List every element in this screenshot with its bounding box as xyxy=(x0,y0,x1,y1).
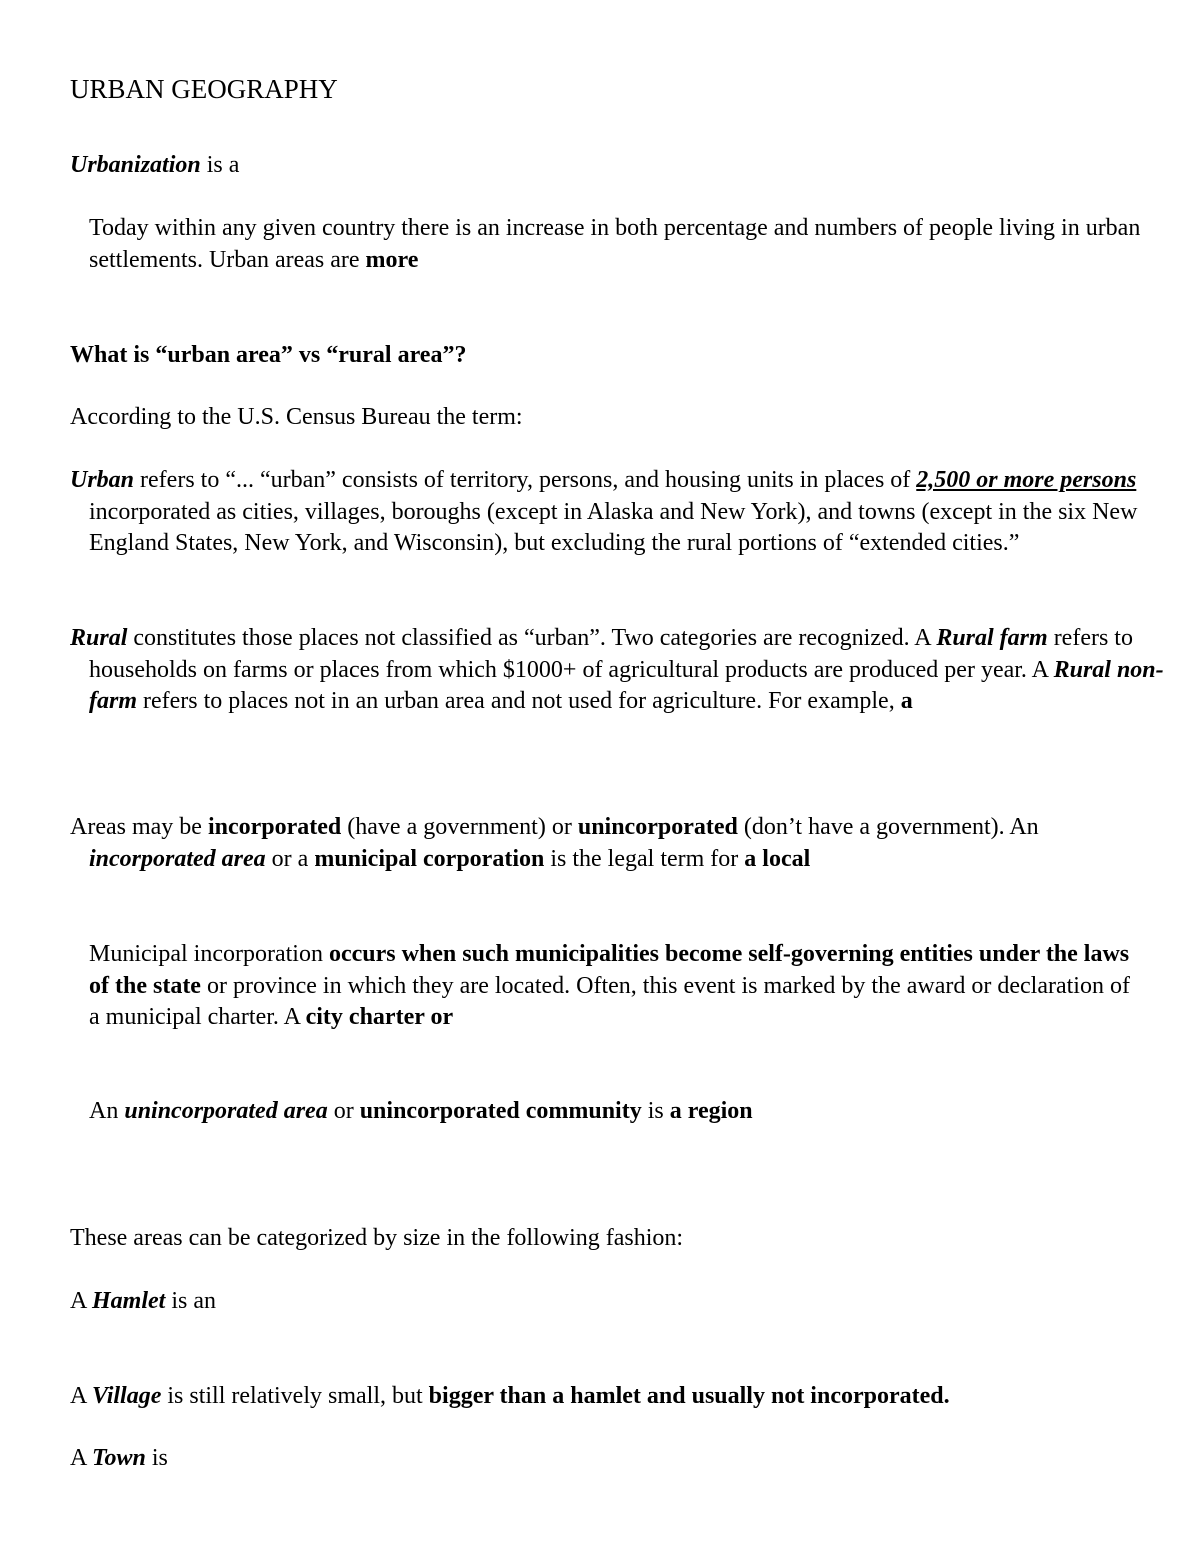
town-definition xyxy=(70,1443,1145,1475)
hamlet-prefix: A xyxy=(70,1288,93,1314)
incorporated-area-term: incorporated area xyxy=(89,845,266,872)
rural-text-1: constitutes those places not classified as “urban”. Two categories are recognized. A xyxy=(127,625,937,651)
unincorporated-area-term: unincorporated area xyxy=(124,1098,328,1124)
urban-threshold: 2,500 or more persons xyxy=(916,467,1137,493)
unincorporated-community-bold: unincorporated community xyxy=(359,1098,642,1124)
a-region-bold: a region xyxy=(669,1098,753,1124)
size-intro-text: These areas can be categorized by size in the following fashion: xyxy=(70,1225,684,1251)
rural-term: Rural xyxy=(70,625,128,651)
unincorporated-bold: unincorporated xyxy=(577,814,738,840)
a-local-bold: a local xyxy=(744,845,811,872)
urbanization-text: is a xyxy=(200,152,240,178)
today-paragraph xyxy=(89,213,1145,276)
incorporation-paragraph xyxy=(70,812,1164,875)
today-bold: more xyxy=(365,246,419,273)
urban-definition xyxy=(70,465,1164,560)
size-intro xyxy=(70,1223,1145,1255)
town-term: Town xyxy=(92,1445,146,1471)
census-intro xyxy=(70,402,1145,434)
rural-nonfarm-term: Rural non-farm xyxy=(89,656,1164,714)
incorporation-text-1: Areas may be xyxy=(70,814,208,840)
municipal-text-2: or province in which they are located. Often, this event is marked by the award or declaration of a municipal charter. A xyxy=(89,972,1130,1030)
municipal-bold-1: occurs when such municipalities become self-governing entities under the laws of the state xyxy=(89,941,1130,999)
page-title-text: URBAN GEOGRAPHY xyxy=(70,74,338,104)
hamlet-term: Hamlet xyxy=(92,1288,166,1314)
rural-farm-term: Rural farm xyxy=(936,625,1048,651)
rural-definition xyxy=(70,623,1164,718)
unincorporated-text-3: is xyxy=(641,1098,670,1124)
page-title xyxy=(70,74,1145,106)
rural-text-3: refers to places not in an urban area and not used for agriculture. For example, xyxy=(137,688,901,714)
rural-bold-end: a xyxy=(900,688,913,714)
incorporated-bold: incorporated xyxy=(207,814,342,840)
urban-term: Urban xyxy=(70,467,135,493)
hamlet-definition xyxy=(70,1286,1145,1318)
incorporation-text-4: or a xyxy=(265,845,315,872)
village-term: Village xyxy=(92,1383,162,1409)
town-prefix: A xyxy=(70,1445,93,1471)
municipal-text-1: Municipal incorporation xyxy=(89,941,329,967)
incorporation-text-3: (don’t have a government). An xyxy=(737,814,1039,840)
city-charter-bold: city charter or xyxy=(305,1004,454,1030)
today-text: Today within any given country there is an increase in both percentage and numbers of people living in urban settlements. Urban areas are xyxy=(89,215,1141,273)
question-heading xyxy=(70,340,1145,372)
rural-text-2: refers to households on farms or places from which $1000+ of agricultural products are produced per year. A xyxy=(89,625,1133,683)
urbanization-paragraph xyxy=(70,150,1145,182)
village-prefix: A xyxy=(70,1383,93,1409)
unincorporated-text-1: An xyxy=(89,1098,125,1124)
municipal-corporation-bold: municipal corporation xyxy=(314,845,545,872)
urban-text-1: refers to “... “urban” consists of territory, persons, and housing units in places of xyxy=(134,467,917,493)
unincorporated-paragraph xyxy=(89,1096,1145,1128)
town-text: is xyxy=(145,1445,168,1471)
incorporation-text-2: (have a government) or xyxy=(341,814,578,840)
village-bold: bigger than a hamlet and usually not incorporated. xyxy=(428,1383,950,1409)
question-text: What is “urban area” vs “rural area”? xyxy=(70,342,467,368)
urban-text-2: incorporated as cities, villages, boroughs (except in Alaska and New York), and towns (except in the six New England States, New York, and Wisconsin), but excluding the rural portions of “extended cities.” xyxy=(89,498,1138,556)
unincorporated-text-2: or xyxy=(327,1098,360,1124)
hamlet-text: is an xyxy=(165,1288,217,1314)
municipal-paragraph xyxy=(89,939,1145,1034)
village-text: is still relatively small, but xyxy=(161,1383,429,1409)
incorporation-text-5: is the legal term for xyxy=(544,845,745,872)
census-intro-text: According to the U.S. Census Bureau the term: xyxy=(70,404,523,430)
urbanization-term: Urbanization xyxy=(70,152,201,178)
village-definition xyxy=(70,1381,1145,1413)
